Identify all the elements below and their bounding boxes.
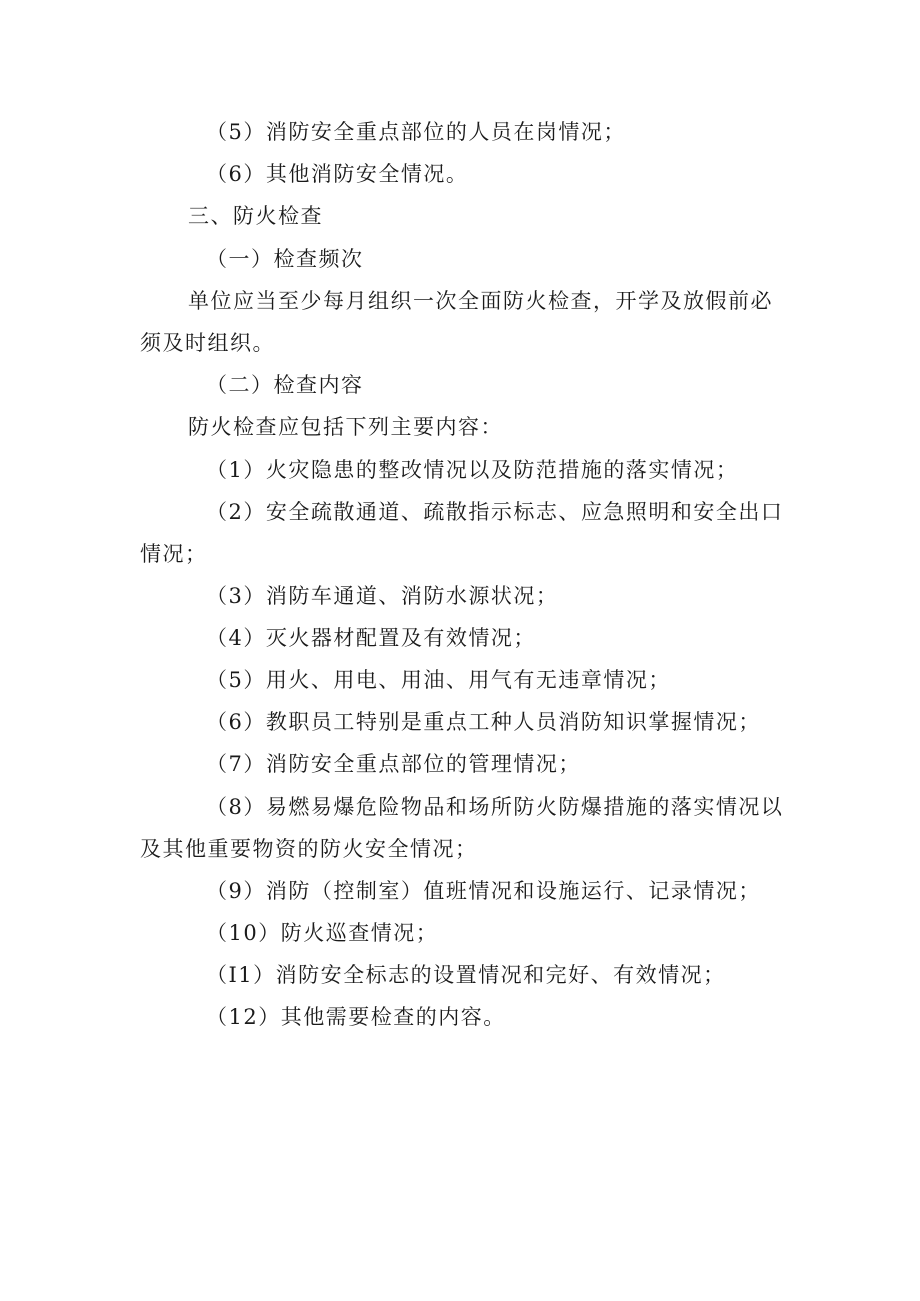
paragraph-frequency-line-2: 须及时组织。 <box>140 331 275 355</box>
list-item-6-staff-knowledge: （6）教职员工特别是重点工种人员消防知识掌握情况； <box>206 710 761 734</box>
list-item-12-other: （12）其他需要检查的内容。 <box>206 1005 506 1029</box>
list-item-5-violations: （5）用火、用电、用油、用气有无违章情况； <box>206 668 671 692</box>
list-item-2-evacuation-line-1: （2）安全疏散通道、疏散指示标志、应急照明和安全出口 <box>206 500 784 524</box>
list-item-4-extinguishers: （4）灭火器材配置及有效情况； <box>206 626 536 650</box>
list-item-7-key-area-management: （7）消防安全重点部位的管理情况； <box>206 752 581 776</box>
list-item-5-key-area-staff: （5）消防安全重点部位的人员在岗情况； <box>206 120 626 144</box>
list-item-8-flammables-line-1: （8）易燃易爆危险物品和场所防火防爆措施的落实情况以 <box>206 795 784 819</box>
list-item-3-fire-lanes: （3）消防车通道、消防水源状况； <box>206 584 559 608</box>
list-item-1-hazards: （1）火灾隐患的整改情况以及防范措施的落实情况； <box>206 458 739 482</box>
list-item-8-flammables-line-2: 及其他重要物资的防火安全情况； <box>140 837 478 861</box>
list-item-6-other-safety: （6）其他消防安全情况。 <box>206 162 469 186</box>
paragraph-frequency-line-1: 单位应当至少每月组织一次全面防火检查，开学及放假前必 <box>188 289 773 313</box>
subheading-content: （二）检查内容 <box>206 373 364 397</box>
list-item-9-control-room: （9）消防（控制室）值班情况和设施运行、记录情况； <box>206 879 761 903</box>
list-item-11-safety-signs: （I1）消防安全标志的设置情况和完好、有效情况； <box>206 963 726 987</box>
list-item-2-evacuation-line-2: 情况； <box>140 542 208 566</box>
paragraph-content-intro: 防火检查应包括下列主要内容： <box>188 415 503 439</box>
subheading-frequency: （一）检查频次 <box>206 247 364 271</box>
list-item-10-patrol: （10）防火巡查情况； <box>206 921 439 945</box>
section-heading-fire-inspection: 三、防火检查 <box>188 204 323 228</box>
